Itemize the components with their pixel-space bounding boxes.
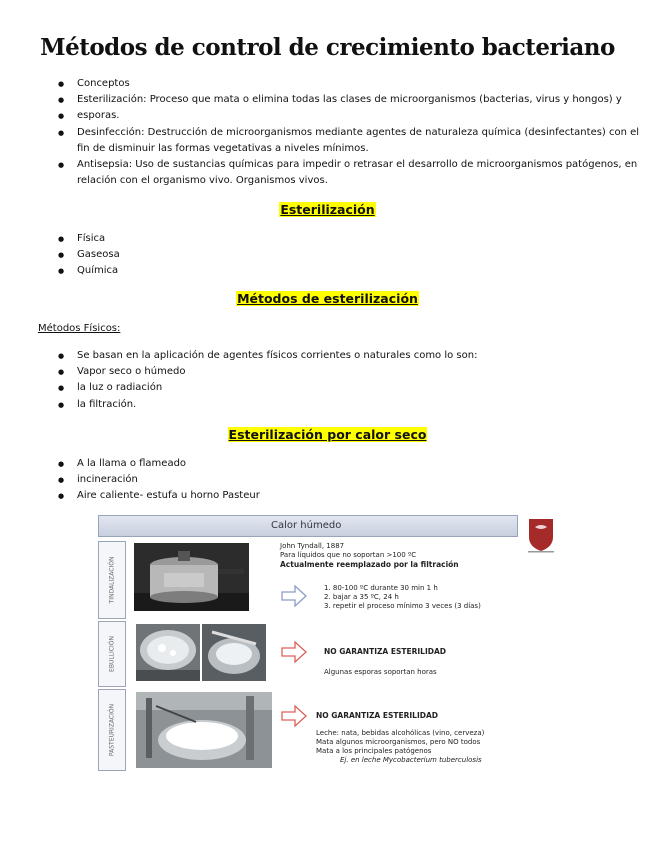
list-item: ● Gaseosa [58,247,120,263]
boiling-water-photo [202,624,266,681]
slide-text: Mata a los principales patógenos [316,747,432,755]
list-item: ● Vapor seco o húmedo [58,364,477,380]
metodos-fisicos-list [58,348,477,413]
arrow-right-icon [281,641,307,663]
list-item: relación con el organismo vivo. Organismos vivos. [77,175,328,187]
row-label-tindalizacion [98,541,126,619]
section-heading-esterilizacion [0,202,655,217]
slide-step: 1. 80-100 ºC durante 30 min 1 h [324,584,438,592]
subheading-metodos-fisicos: Métodos Físicos: [38,323,121,334]
row-label-text: EBULLICIÓN [108,636,116,672]
slide-step: 3. repetir el proceso mínimo 3 veces (3 días) [324,602,481,610]
slide-text: Mata algunos microorganismos, pero NO todos [316,738,481,746]
section-heading-calor-seco [0,427,655,442]
list-item: ● Aire caliente- estufa u horno Pasteur [58,488,260,504]
slide-text: John Tyndall, 1887 [280,542,345,550]
row-label-text: PASTEURIZACIÓN [108,703,116,757]
list-item: ● Física [58,231,120,247]
intro-list [58,76,639,189]
section-heading-metodos [0,291,655,306]
list-item: ● Química [58,263,120,279]
row-label-text: TINDALIZACIÓN [108,556,116,604]
slide-text: Para líquidos que no soportan >100 ºC [280,551,417,559]
list-item: ● esporas. [58,108,639,124]
list-item: ● Desinfección: Destrucción de microorganismos mediante agentes de naturaleza química (desinfectantes) con el [58,125,639,141]
list-item: ● Esterilización: Proceso que mata o elimina todas las clases de microorganismos (bacterias, virus y hongos) y [58,92,639,108]
pasteurizer-photo [136,692,272,768]
list-item: ● Conceptos [58,76,639,92]
calor-seco-list [58,456,260,505]
slide-text: Actualmente reemplazado por la filtración [280,560,459,569]
slide-text: Ej. en leche Mycobacterium tuberculosis [340,756,482,764]
arrow-right-icon [281,585,307,607]
row-label-pasteurizacion [98,689,126,771]
list-item: ● A la llama o flameado [58,456,260,472]
section-heading-text: Esterilización [280,202,375,217]
slide-warning: NO GARANTIZA ESTERILIDAD [316,711,438,720]
slide-step: 2. bajar a 35 ºC, 24 h [324,593,399,601]
list-item: ● incineración [58,472,260,488]
section-heading-text: Esterilización por calor seco [228,427,427,442]
slide-title-bar [98,515,518,537]
list-item: ● Antisepsia: Uso de sustancias químicas para impedir o retrasar el desarrollo de microorganismos patógenos, en [58,157,639,173]
list-item: ● la luz o radiación [58,380,477,396]
slide-title: Calor húmedo [271,520,342,531]
list-item: ● la filtración. [58,397,477,413]
section-heading-text: Métodos de esterilización [237,291,418,306]
boiling-pot-photo [136,624,200,681]
pressure-cooker-photo [134,543,249,611]
slide-warning: NO GARANTIZA ESTERILIDAD [324,647,446,656]
page-title: Métodos de control de crecimiento bacteriano [40,34,615,61]
list-item: fin de disminuir las formas vegetativas a niveles mínimos. [77,142,369,154]
arrow-right-icon [281,705,307,727]
university-logo-icon [526,517,556,553]
row-label-ebullicion [98,621,126,687]
esterilizacion-list [58,231,120,280]
slide-text: Leche: nata, bebidas alcohólicas (vino, cerveza) [316,729,485,737]
slide-text: Algunas esporas soportan horas [324,668,437,676]
list-item: ● Se basan en la aplicación de agentes físicos corrientes o naturales como lo son: [58,348,477,364]
calor-humedo-slide [98,515,560,773]
